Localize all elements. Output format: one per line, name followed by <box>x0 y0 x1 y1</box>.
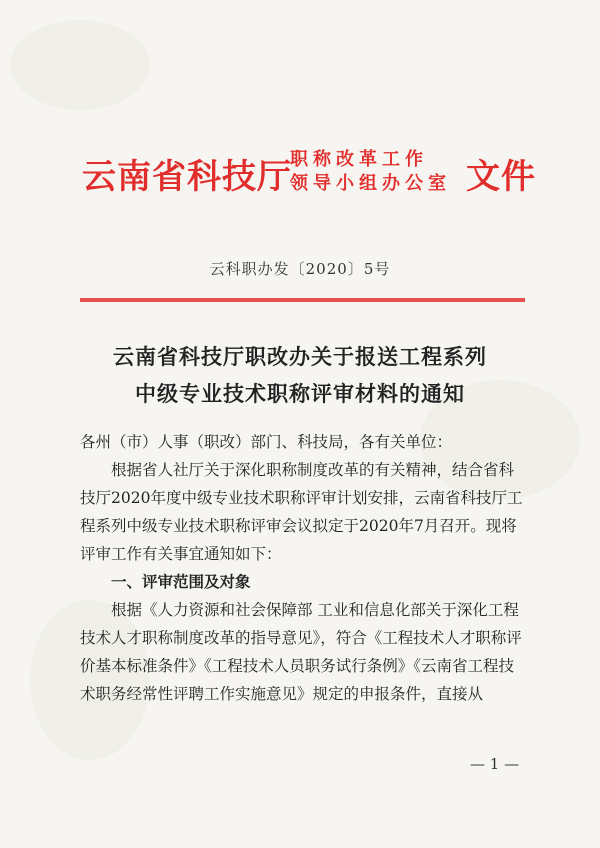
header-issuer: 云南省科技厅 <box>82 157 292 197</box>
header-divider <box>80 298 525 302</box>
section-heading: 一、评审范围及对象 <box>111 573 251 591</box>
title-line1: 云南省科技厅职改办关于报送工程系列 <box>113 344 487 369</box>
document-header <box>82 147 536 199</box>
document-body <box>80 428 526 708</box>
page-number: — 1 — <box>470 755 520 773</box>
salutation: 各州（市）人事（职改）部门、科技局，各有关单位： <box>80 433 453 451</box>
header-doc-type: 文件 <box>466 157 536 197</box>
paragraph: 根据省人社厅关于深化职称制度改革的有关精神，结合省科技厅2020年度中级专业技术职称评审计划安排，云南省科技厅工程系列中级专业技术职称评审会议拟定于2020年7月召开。现将评审工作有关事宜通知如下： <box>80 461 523 563</box>
header-office <box>290 148 468 196</box>
paper-stain <box>10 20 150 110</box>
header-office-line1: 职称改革工作 <box>290 149 428 170</box>
title-line2: 中级专业技术职称评审材料的通知 <box>135 381 465 406</box>
paragraph: 根据《人力资源和社会保障部 工业和信息化部关于深化工程技术人才职称制度改革的指导意见》，符合《工程技术人才职称评价基本标准条件》《工程技术人员职务试行条例》《云南省工程技术职务经常性评聘工作实施意见》规定的申报条件，直接从 <box>80 601 522 703</box>
document-title <box>0 338 600 412</box>
document-number: 云科职办发〔2020〕5号 <box>209 260 391 278</box>
header-office-line2: 领导小组办公室 <box>290 173 451 194</box>
